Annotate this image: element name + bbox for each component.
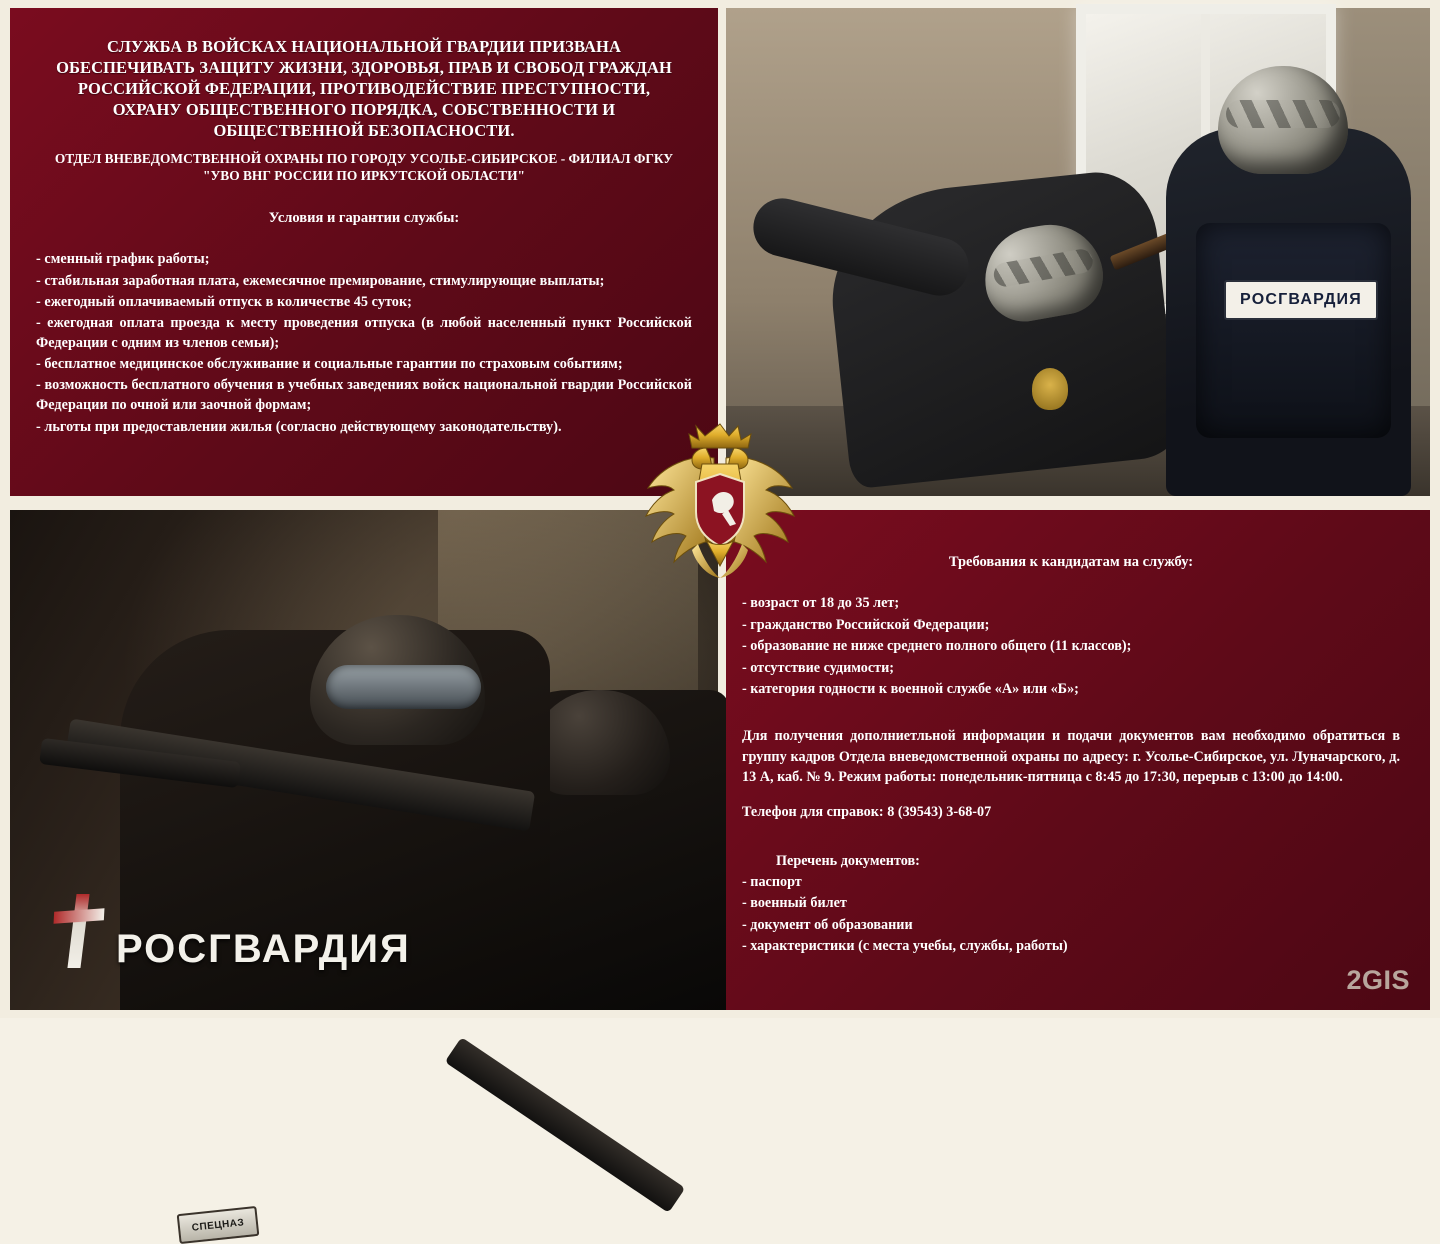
second-rifle-icon xyxy=(445,1037,686,1213)
page-title: СЛУЖБА В ВОЙСКАХ НАЦИОНАЛЬНОЙ ГВАРДИИ ПРИЗВАНА ОБЕСПЕЧИВАТЬ ЗАЩИТУ ЖИЗНИ, ЗДОРОВЬЯ, ПРАВ И СВОБОД ГРАЖДАН РОССИЙСКОЙ ФЕДЕРАЦИИ, ПРОТИВОДЕЙСТВИЕ ПРЕСТУПНОСТИ, ОХРАНУ ОБЩЕСТВЕННОГО ПОРЯДКА, СОБСТВЕННОСТИ И ОБЩЕСТВЕННОЙ БЕЗОПАСНОСТИ. xyxy=(56,37,672,141)
list-item: - бесплатное медицинское обслуживание и социальные гарантии по страховым событиям; xyxy=(36,356,623,373)
rosgvardiya-emblem-icon xyxy=(640,418,800,593)
unit-subtitle: ОТДЕЛ ВНЕВЕДОМСТВЕННОЙ ОХРАНЫ ПО ГОРОДУ УСОЛЬЕ-СИБИРСКОЕ - ФИЛИАЛ ФГКУ "УВО ВНГ РОССИИ ПО ИРКУТСКОЙ ОБЛАСТИ" xyxy=(54,150,674,183)
requirements-list xyxy=(742,593,1400,700)
sleeve-insignia-icon xyxy=(1032,368,1068,410)
list-item: - паспорт xyxy=(742,873,802,890)
conditions-panel xyxy=(10,8,718,496)
list-item: - льготы при предоставлении жилья (согласно действующему законодательству). xyxy=(36,418,562,435)
sleeve-patch: СПЕЦНАЗ xyxy=(177,1206,260,1244)
list-item: - возможность бесплатного обучения в учебных заведениях войск национальной гвардии Российской Федерации по очной или заочной формам; xyxy=(36,377,692,414)
list-item: - гражданство Российской Федерации; xyxy=(742,616,990,633)
contact-paragraph: Для получения дополниетльной информации и подачи документов вам необходимо обратиться в группу кадров Отдела вневедомственной охраны по адресу: г. Усолье-Сибирское, ул. Луначарского, д. 13 А, каб. № 9. Режим работы: понедельник-пятница с 8:45 до 17:30, перерыв с 13:00 до 14:00. xyxy=(742,727,1400,786)
requirements-title: Требования к кандидатам на службу: xyxy=(948,554,1194,570)
assault-photo xyxy=(10,510,718,1234)
rosgvardiya-mark-icon xyxy=(54,894,108,968)
list-item: - возраст от 18 до 35 лет; xyxy=(742,595,900,611)
goggles-icon xyxy=(326,665,481,709)
requirements-panel xyxy=(726,510,1430,1010)
phone-line: Телефон для справок: 8 (39543) 3-68-07 xyxy=(742,803,992,820)
documents-title: Перечень документов: xyxy=(776,852,920,869)
assault-photo-scene xyxy=(10,510,718,1234)
rosgvardiya-logo-text: РОСГВАРДИЯ xyxy=(116,927,411,971)
list-item: - отсутствие судимости; xyxy=(742,659,895,676)
list-item: - образование не ниже среднего полного общего (11 классов); xyxy=(742,638,1132,655)
list-item: - категория годности к военной службе «А» или «Б»; xyxy=(742,681,1079,698)
conditions-list xyxy=(36,249,692,436)
list-item: - документ об образовании xyxy=(742,916,913,933)
list-item: - ежегодный оплачиваемый отпуск в количестве 45 суток; xyxy=(36,293,412,310)
rosgvardiya-logo xyxy=(54,894,411,971)
list-item: - стабильная заработная плата, ежемесячное премирование, стимулирующие выплаты; xyxy=(36,272,605,289)
detention-photo-scene xyxy=(726,8,1430,496)
conditions-title: Условия и гарантии службы: xyxy=(268,210,460,227)
list-item: - сменный график работы; xyxy=(36,251,210,268)
watermark-2gis: 2GIS xyxy=(1346,965,1410,995)
rosgvardiya-back-patch: РОСГВАРДИЯ xyxy=(1224,280,1378,320)
list-item: - характеристики (с места учебы, службы, работы) xyxy=(742,938,1068,955)
list-item: - ежегодная оплата проезда к месту проведения отпуска (в любой населенный пункт Российской Федерации с одним из членов семьи); xyxy=(36,314,692,352)
documents-list xyxy=(742,872,1400,957)
detention-photo xyxy=(726,8,1430,496)
list-item: - военный билет xyxy=(742,895,847,912)
body-armor xyxy=(1196,223,1391,438)
